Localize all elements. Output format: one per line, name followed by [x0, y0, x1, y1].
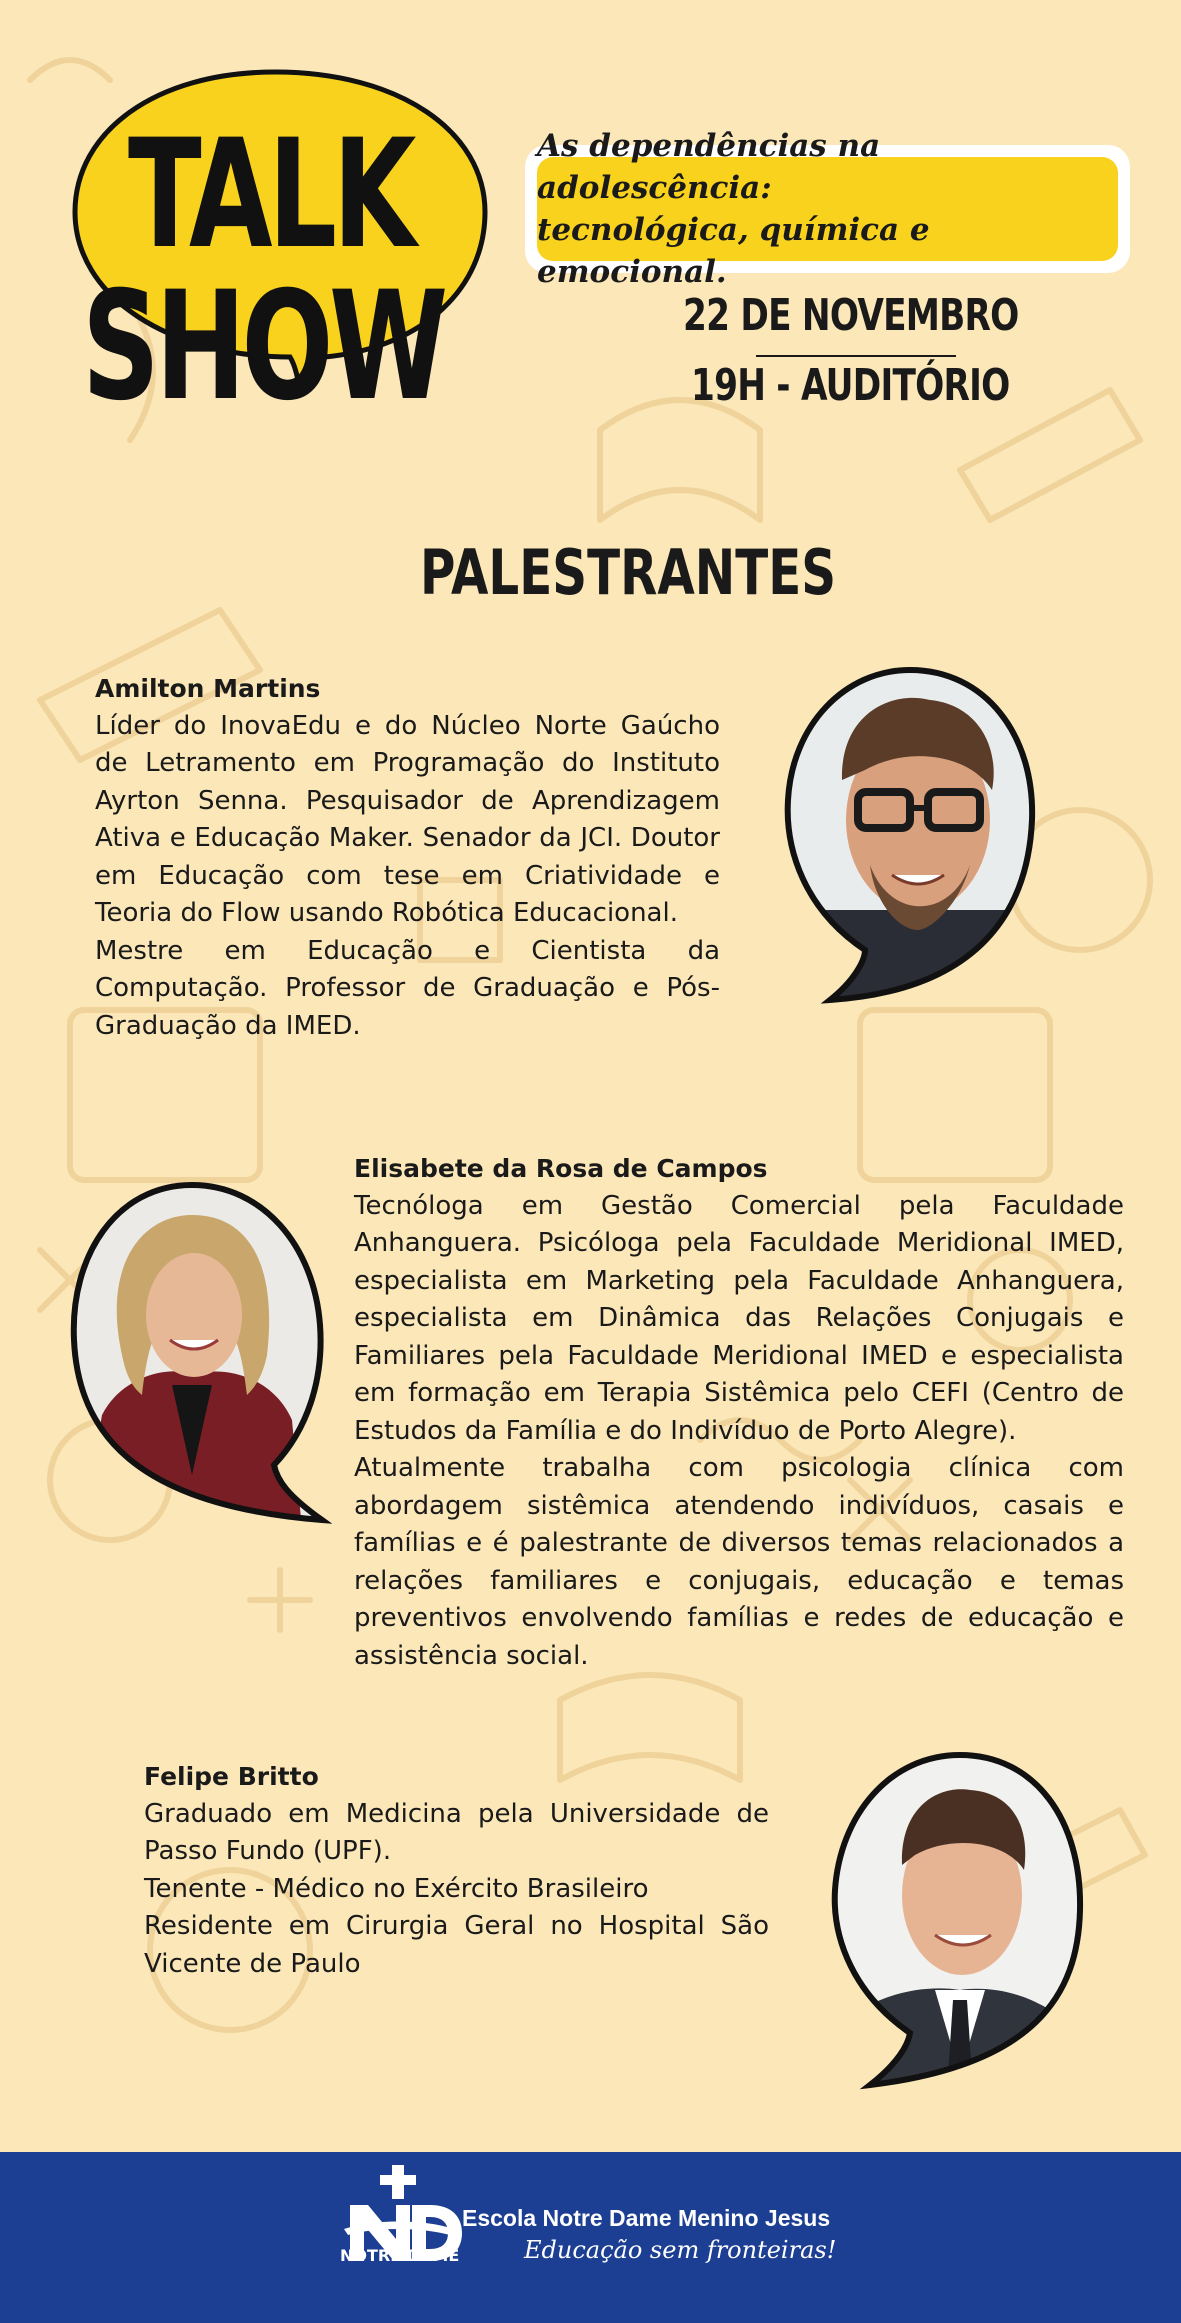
logo-text: NOTRE DAME: [340, 2246, 460, 2265]
speaker-photo-amilton: [770, 660, 1045, 1010]
speaker-name-3: Felipe Britto: [144, 1762, 319, 1791]
school-name: Escola Notre Dame Menino Jesus: [462, 2205, 831, 2231]
event-time-place: 19H - AUDITÓRIO: [691, 360, 1010, 411]
speaker-photo-elisabete: [62, 1175, 332, 1530]
speaker-bio-2: [354, 1150, 1124, 1675]
speaker-bio-2-para-1: Tecnóloga em Gestão Comercial pela Faculdade Anhanguera. Psicóloga pela Faculdade Meridional IMED, especialista em Marketing pela Faculdade Anhanguera, especialista em Dinâmica das Relações Conjugais e Familiares pela Faculdade Meridional IMED e especialista em formação em Terapia Sistêmica pelo CEFI (Centro de Estudos da Família e do Indivíduo de Porto Alegre).: [354, 1190, 1124, 1446]
divider: [756, 355, 956, 357]
event-date: 22 DE NOVEMBRO: [683, 290, 1019, 341]
speaker-name-2: Elisabete da Rosa de Campos: [354, 1154, 768, 1183]
speaker-bio-1-para-2: Mestre em Educação e Cientista da Computação. Professor de Graduação e Pós-Graduação da IMED.: [95, 935, 720, 1041]
speaker-bio-2-para-2: Atualmente trabalha com psicologia clínica com abordagem sistêmica atendendo indivíduos, casais e famílias e é palestrante de diversos temas relacionados a relações familiares e conjugais, educação e temas preventivos envolvendo famílias e redes de educação e assistência social.: [354, 1453, 1124, 1671]
speaker-bio-1: [95, 670, 720, 1045]
brand-talk: TALK: [128, 108, 413, 282]
school-slogan: Educação sem fronteiras!: [524, 2236, 837, 2264]
theme-line-1: As dependências na adolescência:: [537, 128, 881, 206]
speaker-bio-3-para-3: Residente em Cirurgia Geral no Hospital São Vicente de Paulo: [144, 1911, 769, 1979]
speaker-photo-felipe: [820, 1745, 1090, 2095]
speaker-bio-3: [144, 1758, 769, 1983]
speaker-bio-3-para-2: Tenente - Médico no Exército Brasileiro: [144, 1873, 649, 1904]
theme-line-2: tecnológica, química e emocional.: [537, 212, 930, 290]
speaker-bio-3-para-1: Graduado em Medicina pela Universidade de Passo Fundo (UPF).: [144, 1798, 769, 1866]
speaker-name-1: Amilton Martins: [95, 674, 321, 703]
brand-show: SHOW: [82, 260, 444, 434]
speaker-bio-1-para-1: Líder do InovaEdu e do Núcleo Norte Gaúcho de Letramento em Programação do Instituto Ayrton Senna. Pesquisador de Aprendizagem Ativa e Educação Maker. Senador da JCI. Doutor em Educação com tese em Criatividade e Teoria do Flow usando Robótica Educacional.: [95, 710, 720, 928]
section-title: PALESTRANTES: [420, 536, 837, 609]
theme-box: [525, 128, 1130, 290]
